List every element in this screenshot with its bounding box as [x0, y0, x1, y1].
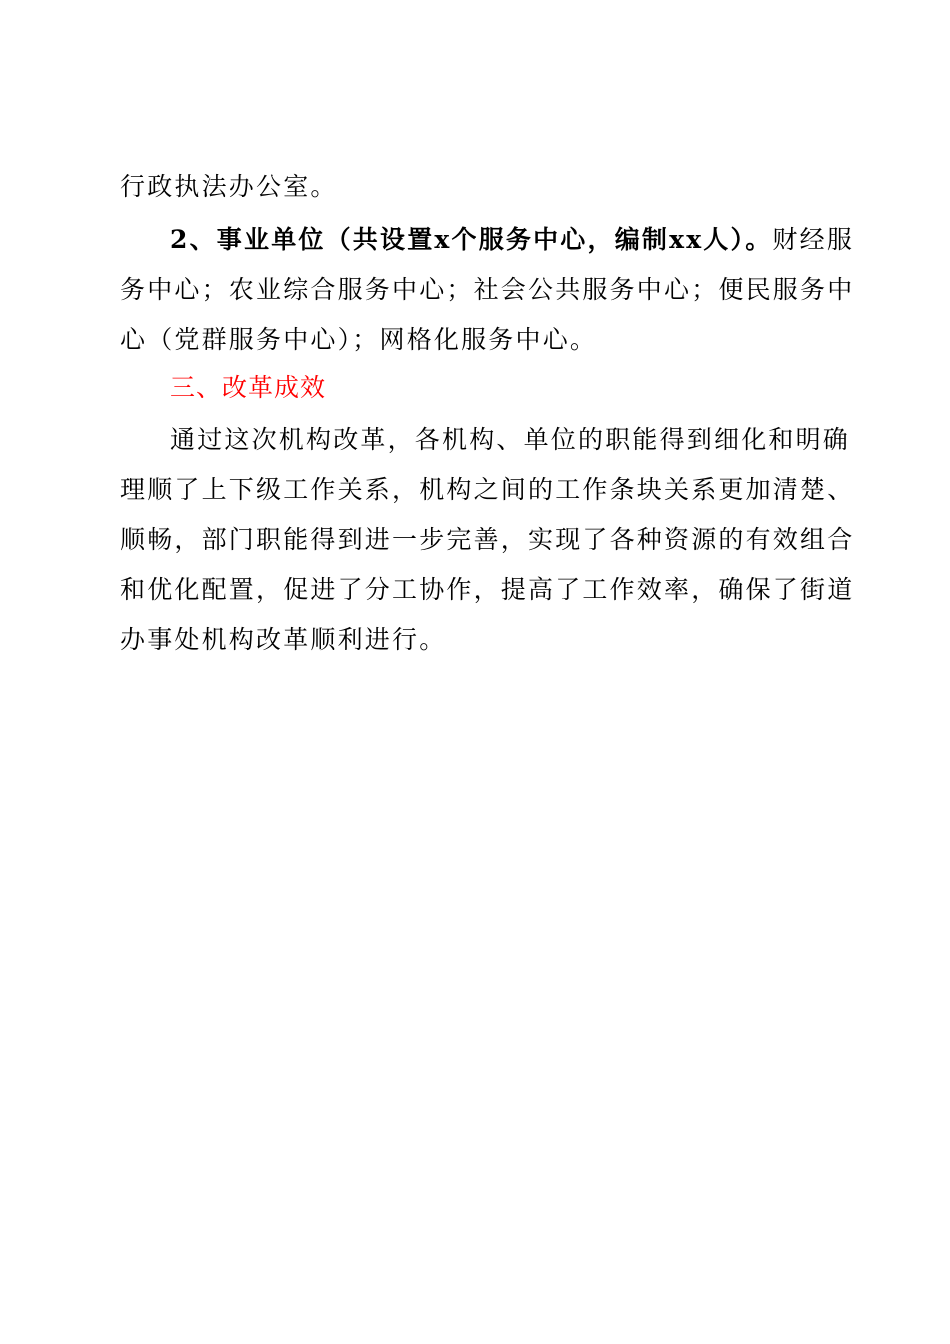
paragraph-line: 务中心；农业综合服务中心；社会公共服务中心；便民服务中 [120, 275, 855, 304]
paragraph-line: 行政执法办公室。 [120, 172, 338, 201]
unit-heading-line [170, 225, 854, 255]
paragraph-line: 心（党群服务中心）；网格化服务中心。 [120, 325, 598, 354]
paragraph-text: 财经服 [772, 225, 855, 254]
paragraph-line: 和优化配置，促进了分工协作，提高了工作效率，确保了街道 [120, 575, 855, 604]
paragraph-line: 通过这次机构改革，各机构、单位的职能得到细化和明确 [170, 425, 851, 454]
paragraph-line: 理顺了上下级工作关系，机构之间的工作条块关系更加清楚、 [120, 475, 855, 504]
unit-heading: 2、事业单位（共设置x个服务中心，编制xx人）。 [170, 225, 773, 254]
paragraph-line: 办事处机构改革顺利进行。 [120, 625, 447, 654]
paragraph-line: 顺畅，部门职能得到进一步完善，实现了各种资源的有效组合 [120, 525, 855, 554]
section-title: 三、改革成效 [170, 373, 327, 402]
